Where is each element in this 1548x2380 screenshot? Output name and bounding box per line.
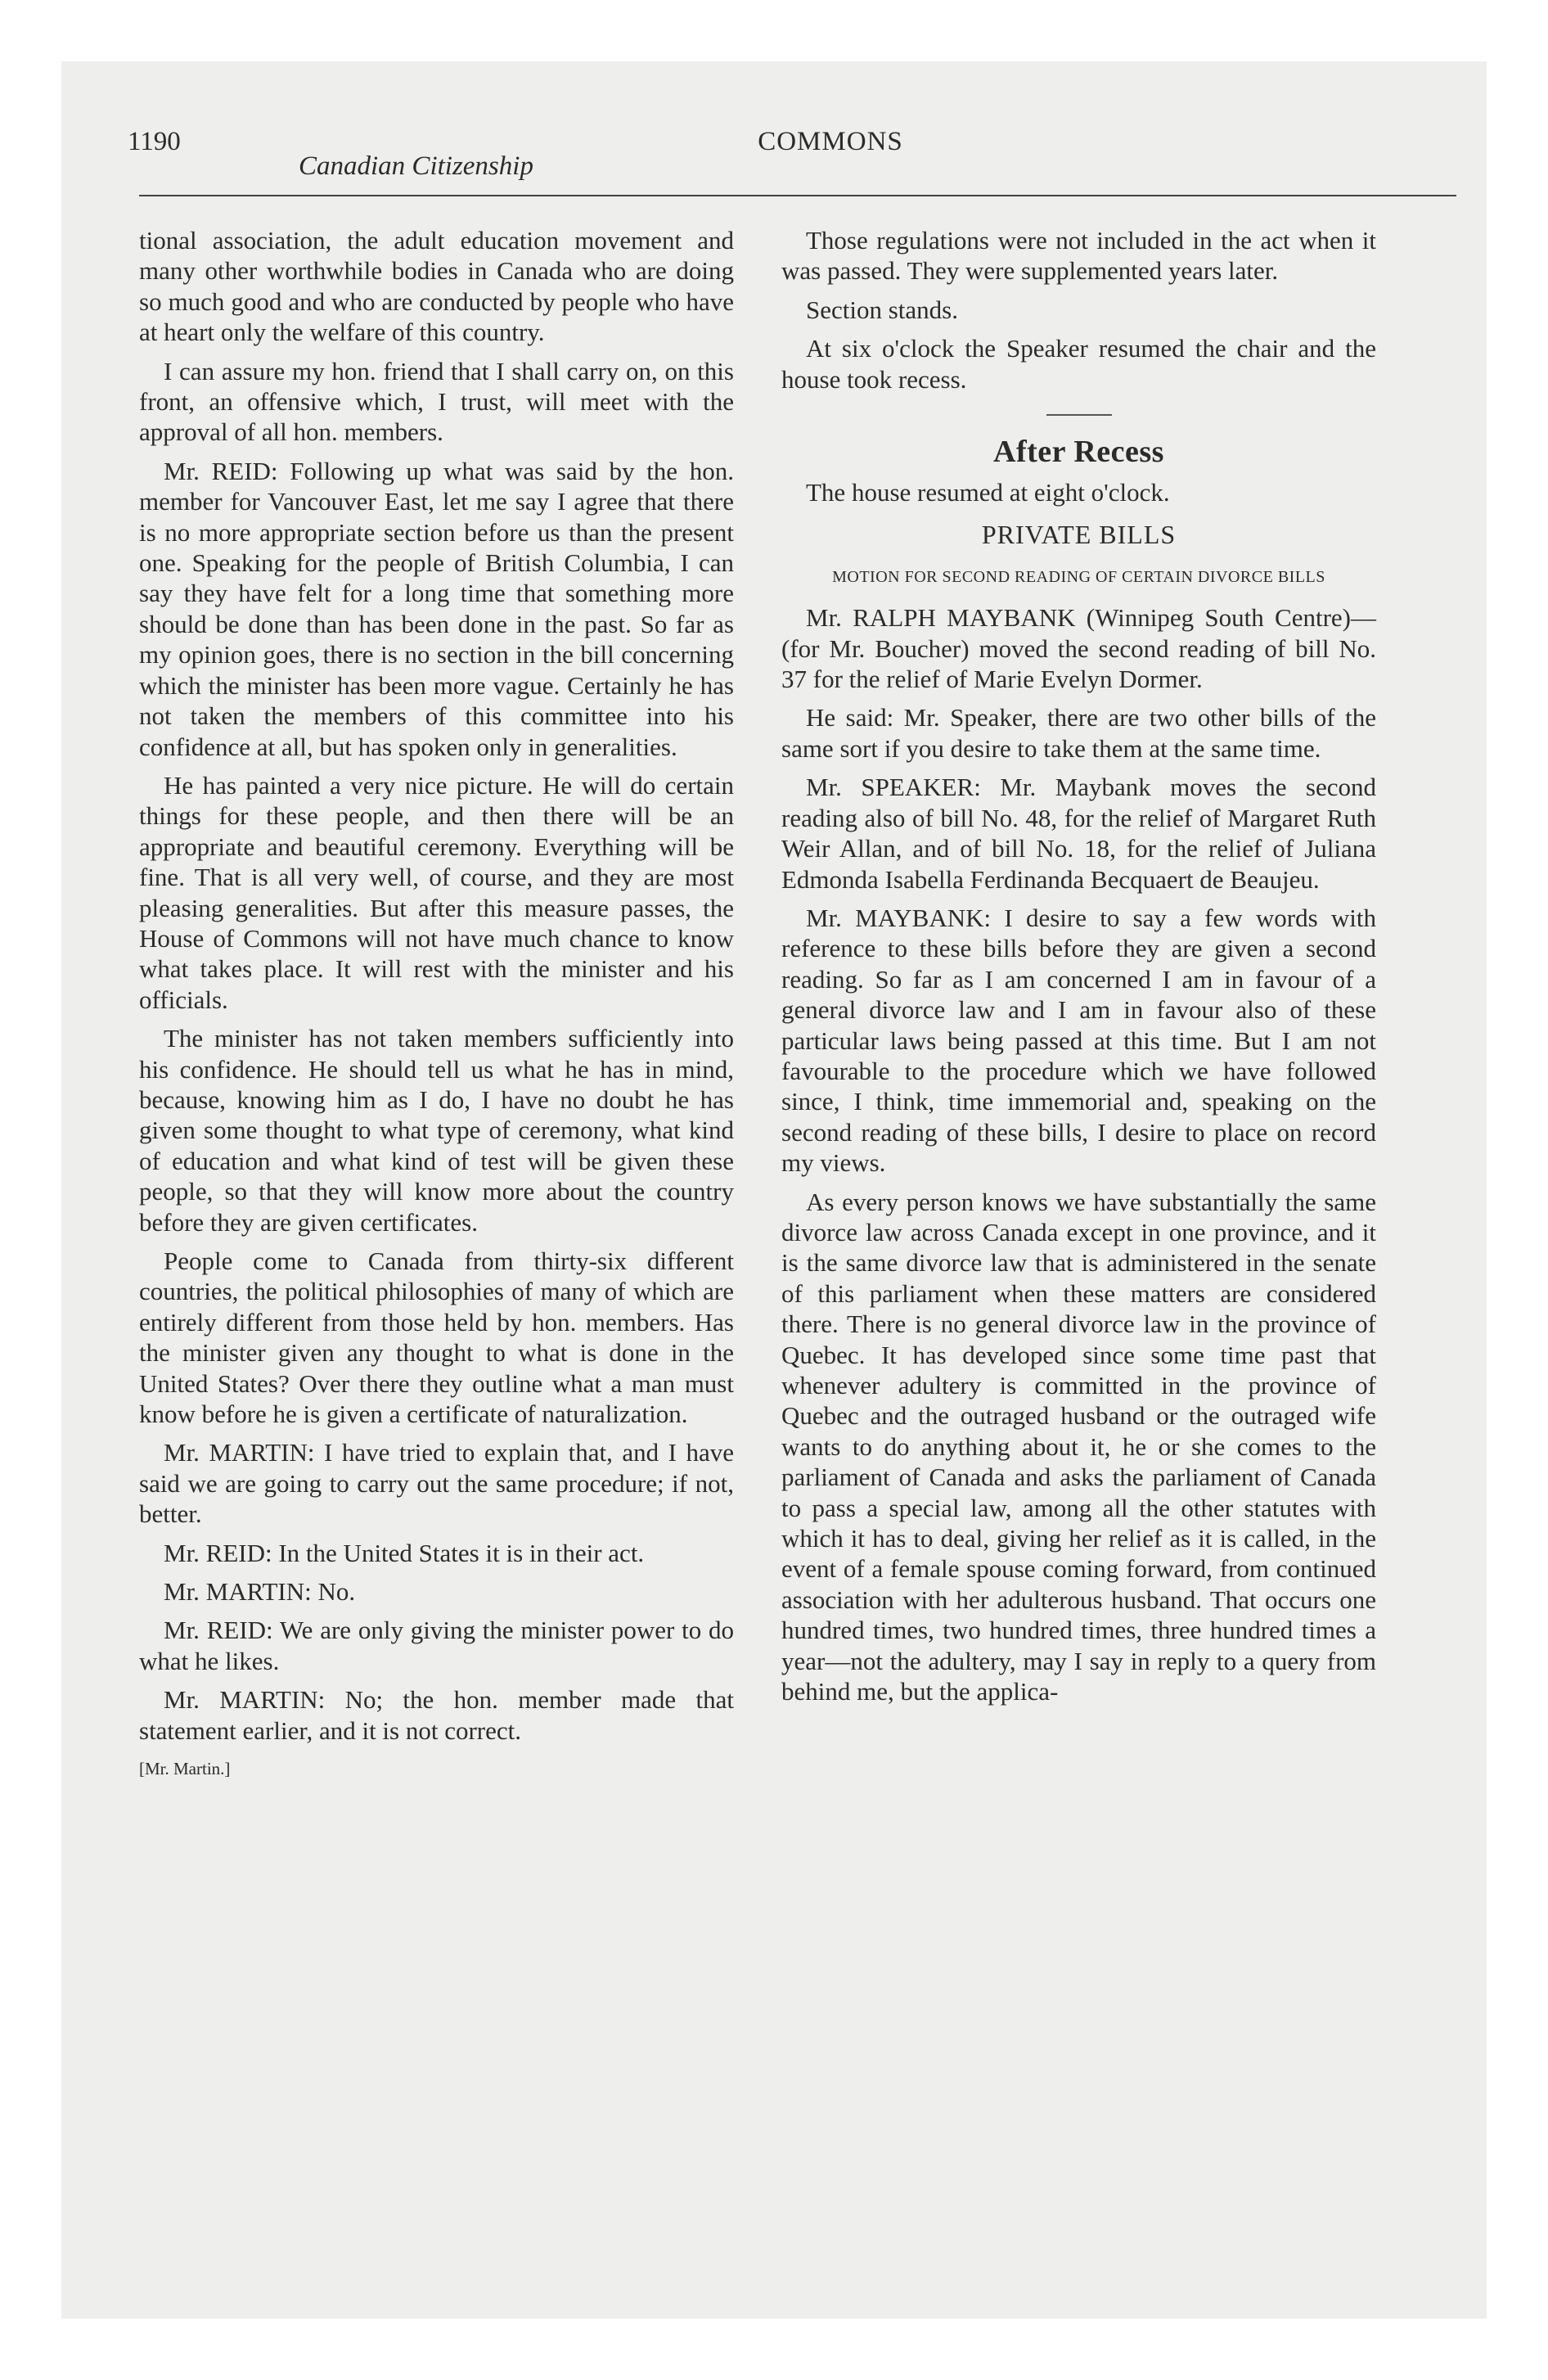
paragraph: Mr. MARTIN: No. (164, 1577, 356, 1607)
paragraph: Mr. MARTIN: I have tried to explain that, and I have said we are going to carry out the same procedure; if not, better. (139, 1438, 734, 1529)
paragraph: People come to Canada from thirty-six different countries, the political philosophies of many of which are entirely different from those held by hon. members. Has the minister given any thought to what is done in the United States? Over there they outline what a man must know before he is given a certificate of naturalization. (139, 1246, 734, 1429)
paragraph: He has painted a very nice picture. He will do certain things for these people, and then there will be an appropriate and beautiful ceremony. Everything will be fine. That is all very well, of course, and they are most pleasing generalities. But after this measure passes, the House of Commons will not have much chance to know what takes place. It will rest with the minister and his officials. (139, 770, 734, 1014)
section-divider (1046, 414, 1112, 416)
motion-subheading: MOTION FOR SECOND READING OF CERTAIN DIVORCE BILLS (832, 568, 1325, 587)
paragraph: The house resumed at eight o'clock. (806, 478, 1170, 507)
header-rule (139, 195, 1456, 196)
running-head: COMMONS (758, 127, 903, 156)
paragraph: Mr. MAYBANK: I desire to say a few words with reference to these bills before they are given a second reading. So far as I am concerned I am in favour of a general divorce law and I am in favour also of these particular laws being passed at this time. But I am not favourable to the procedure which we have followed since, I think, time immemorial and, speaking on the second reading of these bills, I desire to place on record my views. (781, 903, 1376, 1178)
after-recess-heading: After Recess (993, 435, 1164, 470)
right-column (781, 225, 1376, 1715)
paragraph: As every person knows we have substantially the same divorce law across Canada except in one province, and it is the same divorce law that is administered in the senate of this parliament when these matters are considered there. There is no general divorce law in the province of Quebec. It has developed since some time past that whenever adultery is committed in the province of Quebec and the outraged husband or the outraged wife wants to do anything about it, he or she comes to the parliament of Canada and asks the parliament of Canada to pass a special law, among all the other statutes with which it has to deal, giving her relief as it is called, in the event of a female spouse coming forward, from continued association with her adulterous husband. That occurs one hundred times, two hundred times, three hundred times a year—not the adultery, may I say in reply to a query from behind me, but the applica- (781, 1187, 1376, 1706)
paragraph: Section stands. (806, 295, 958, 324)
page-subtitle: Canadian Citizenship (299, 151, 533, 181)
paragraph: Mr. MARTIN: No; the hon. member made that statement earlier, and it is not correct. (139, 1685, 734, 1745)
paragraph: The minister has not taken members sufficiently into his confidence. He should tell us what he has in mind, because, knowing him as I do, I have no doubt he has given some thought to what type of ceremony, what kind of education and what kind of test will be given these people, so that they will know more about the country before they are given certificates. (139, 1024, 734, 1237)
paragraph: He said: Mr. Speaker, there are two other bills of the same sort if you desire to take them at the same time. (781, 703, 1376, 763)
paragraph: Mr. REID: In the United States it is in their act. (164, 1538, 645, 1567)
speaker-footnote: [Mr. Martin.] (139, 1759, 231, 1779)
page (61, 61, 1487, 2319)
paragraph: At six o'clock the Speaker resumed the chair and the house took recess. (781, 334, 1376, 394)
paragraph: Mr. REID: We are only giving the minister power to do what he likes. (139, 1616, 734, 1675)
page-number: 1190 (128, 127, 181, 156)
private-bills-heading: PRIVATE BILLS (981, 519, 1177, 549)
paragraph: Those regulations were not included in the act when it was passed. They were supplemented years later. (781, 226, 1376, 286)
paragraph: tional association, the adult education movement and many other worthwhile bodies in Canada who are doing so much good and who are conducted by people who have at heart only the welfare of this country. (139, 226, 734, 347)
paragraph: Mr. REID: Following up what was said by the hon. member for Vancouver East, let me say I agree that there is no more appropriate section before us than the present one. Speaking for the people of British Columbia, I can say they have felt for a long time that something more should be done than has been done in the past. So far as my opinion goes, there is no section in the bill concerning which the minister has been more vague. Certainly he has not taken the members of this committee into his confidence at all, but has spoken only in generalities. (139, 456, 734, 761)
paragraph: I can assure my hon. friend that I shall carry on, on this front, an offensive which, I trust, will meet with the approval of all hon. members. (139, 356, 734, 447)
left-column (139, 225, 734, 1785)
paragraph: Mr. SPEAKER: Mr. Maybank moves the second reading also of bill No. 48, for the relief of Margaret Ruth Weir Allan, and of bill No. 18, for the relief of Juliana Edmonda Isabella Ferdinanda Becquaert de Beaujeu. (781, 773, 1376, 894)
paragraph: Mr. RALPH MAYBANK (Winnipeg South Centre)—(for Mr. Boucher) moved the second reading of bill No. 37 for the relief of Marie Evelyn Dormer. (781, 603, 1376, 694)
